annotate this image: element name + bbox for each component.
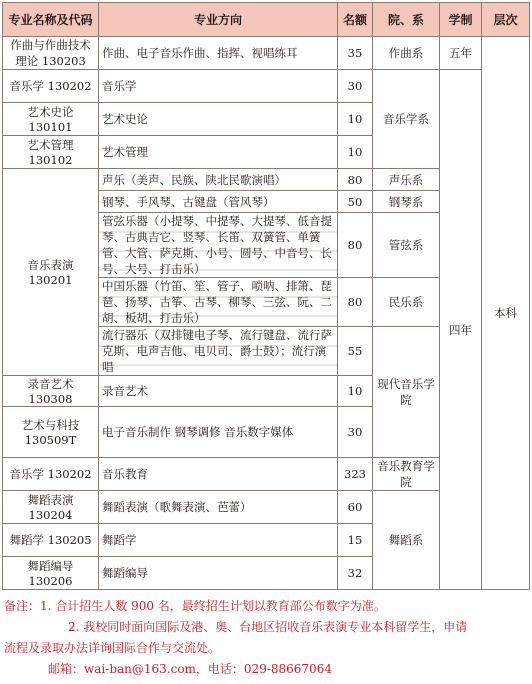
major-direction: 钢琴、手风琴、古键盘（管风琴） [99,191,338,213]
table-row [3,70,530,103]
major-name: 舞蹈编导 130206 [3,557,99,590]
major-name: 作曲与作曲技术理论 130203 [3,37,99,70]
department: 民乐系 [373,278,440,327]
major-direction: 舞蹈学 [99,524,338,557]
contact-info: 邮箱：wai-ban@163.com，电话：029-88667064 [48,662,332,676]
header-major: 专业名称及代码 [3,3,99,37]
quota-value: 80 [338,169,373,191]
department: 音乐教育学院 [373,458,440,491]
major-direction: 中国乐器（竹笛、笙、管子、唢呐、排箫、琵琶、扬琴、古筝、古琴、柳琴、三弦、阮、二胡、板胡、打击乐） [99,278,338,327]
department: 声乐系 [373,169,440,191]
quota-value: 10 [338,103,373,136]
note-line: 备注：1. 合计招生人数 900 名，最终招生计划以教育部公布数字为准。 [4,599,386,613]
major-direction: 艺术管理 [99,136,338,169]
major-name: 舞蹈表演 130204 [3,491,99,524]
major-direction: 音乐教育 [99,458,338,491]
major-name: 录音艺术 130308 [3,376,99,407]
major-direction: 艺术史论 [99,103,338,136]
major-name: 艺术史论 130101 [3,103,99,136]
header-level: 层次 [482,3,530,37]
major-direction: 舞蹈表演（歌舞表演、芭蕾） [99,491,338,524]
department: 舞蹈系 [373,491,440,590]
department: 钢琴系 [373,191,440,213]
quota-value: 30 [338,70,373,103]
major-direction: 电子音乐制作 钢琴调修 音乐数字媒体 [99,407,338,458]
table-row [3,37,530,70]
major-name: 舞蹈学 130205 [3,524,99,557]
quota-value: 30 [338,407,373,458]
note-line: 流程及录取办法详询国际合作与交流处。 [4,641,221,655]
duration: 五年 [440,37,482,70]
major-direction: 作曲、电子音乐作曲、指挥、视唱练耳 [99,37,338,70]
major-direction: 声乐（美声、民族、陕北民歌演唱） [99,169,338,191]
department: 作曲系 [373,37,440,70]
major-name: 音乐学 130202 [3,458,99,491]
quota-value: 10 [338,136,373,169]
major-direction: 舞蹈编导 [99,557,338,590]
table-header-row [3,3,530,37]
major-direction: 音乐学 [99,70,338,103]
quota-value: 50 [338,191,373,213]
major-name: 艺术与科技 130509T [3,407,99,458]
duration: 四年 [440,70,482,590]
quota-value: 323 [338,458,373,491]
major-direction: 流行器乐（双排键电子琴、流行键盘、流行萨克斯、电声吉他、电贝司、爵士鼓）；流行演唱 [99,327,338,376]
enrollment-plan-table [2,2,530,590]
quota-value: 32 [338,557,373,590]
department: 音乐学系 [373,70,440,169]
header-quota: 名额 [338,3,373,37]
department: 现代音乐学院 [373,327,440,458]
major-direction: 管弦乐器（小提琴、中提琴、大提琴、低音提琴、古典吉它、竖琴、长笛、双簧管、单簧管、大管、萨克斯、小号、圆号、中音号、长号、大号、打击乐） [99,213,338,278]
major-name: 音乐学 130202 [3,70,99,103]
notes-section [4,596,528,680]
quota-value: 55 [338,327,373,376]
quota-value: 35 [338,37,373,70]
quota-value: 15 [338,524,373,557]
major-name: 音乐表演 130201 [3,169,99,376]
quota-value: 10 [338,376,373,407]
quota-value: 80 [338,213,373,278]
header-duration: 学制 [440,3,482,37]
quota-value: 80 [338,278,373,327]
level: 本科 [482,37,530,590]
major-direction: 录音艺术 [99,376,338,407]
department: 管弦系 [373,213,440,278]
header-department: 院、系 [373,3,440,37]
note-line: 2. 我校同时面向国际及港、奥、台地区招收音乐表演专业本科留学生，申请 [68,620,468,634]
header-direction: 专业方向 [99,3,338,37]
quota-value: 60 [338,491,373,524]
major-name: 艺术管理 130102 [3,136,99,169]
